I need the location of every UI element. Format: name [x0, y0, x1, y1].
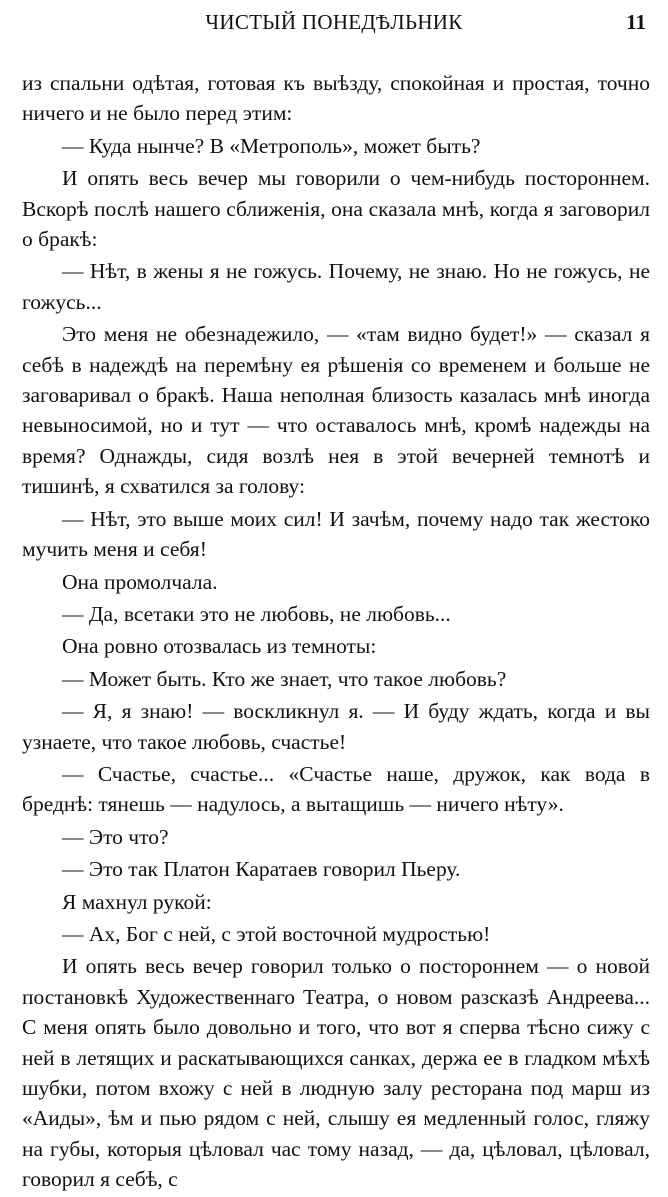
dialogue-line: — Куда нынче? В «Метрополь», может быть? — [62, 133, 481, 158]
body-text — [22, 68, 650, 1197]
dialogue-line: — Ах, Бог с ней, с этой восточной мудростью! — [62, 921, 491, 946]
dialogue-line: — Может быть. Кто же знает, что такое любовь? — [62, 666, 507, 691]
dialogue-line: — Это что? — [62, 824, 169, 849]
running-title: ЧИСТЫЙ ПОНЕДѢЛЬНИК — [205, 10, 463, 34]
paragraph: Она ровно отозвалась из темноты: — [62, 634, 377, 659]
dialogue-line: — Нѣт, в жены я не гожусь. Почему, не знаю. Но не гожусь, не гожусь... — [22, 259, 650, 314]
paragraph: из спальни одѣтая, готовая къ выѣзду, спокойная и простая, точно ничего и не было перед этим: — [22, 71, 650, 126]
dialogue-line: — Я, я знаю! — воскликнул я. — И буду ждать, когда и вы узнаете, что такое любовь, счастье! — [22, 699, 650, 754]
dialogue-line: — Счастье, счастье... «Счастье наше, дружок, как вода в бреднѣ: тянешь — надулось, а вытащишь — ничего нѣту». — [22, 761, 650, 817]
paragraph: Это меня не обезнадежило, — «там видно будет!» — сказал я себѣ в надеждѣ на перемѣну ея рѣшенія со временем и больше не заговаривал о бракѣ. Наша неполная близость казалась мнѣ иногда невыносимой, но и тут — что оставалось мнѣ, кромѣ надежды на время? Однажды, сидя возлѣ нея в этой вечерней темнотѣ и тишинѣ, я схватился за голову: — [22, 322, 650, 499]
page-number: 11 — [626, 10, 646, 34]
paragraph: Она промолчала. — [62, 569, 218, 594]
page-header — [18, 8, 650, 38]
paragraph: Я махнул рукой: — [62, 889, 212, 914]
dialogue-line: — Нѣт, это выше моих сил! И зачѣм, почему надо так жестоко мучить меня и себя! — [22, 506, 650, 562]
dialogue-line: — Да, всетаки это не любовь, не любовь... — [62, 601, 451, 626]
dialogue-line: — Это так Платон Каратаев говорил Пьеру. — [62, 857, 461, 882]
paragraph: И опять весь вечер говорил только о постороннем — о новой постановкѣ Художественнаго Театра, о новом разсказѣ Андреева... С меня опять было довольно и того, что вот я сперва тѣсно сижу с ней в летящих и раскатывающихся санках, держа ее в гладком мѣхѣ шубки, потом вхожу с ней в людную залу ресторана под марш из «Аиды», ѣм и пью рядом с ней, слышу ея медленный голос, гляжу на губы, которыя цѣловал час тому назад, — да, цѣловал, цѣловал, говорил я себѣ, с — [22, 954, 650, 1192]
paragraph: И опять весь вечер мы говорили о чем-нибудь постороннем. Вскорѣ послѣ нашего сближенія, она сказала мнѣ, когда я заговорил о бракѣ: — [22, 166, 650, 252]
